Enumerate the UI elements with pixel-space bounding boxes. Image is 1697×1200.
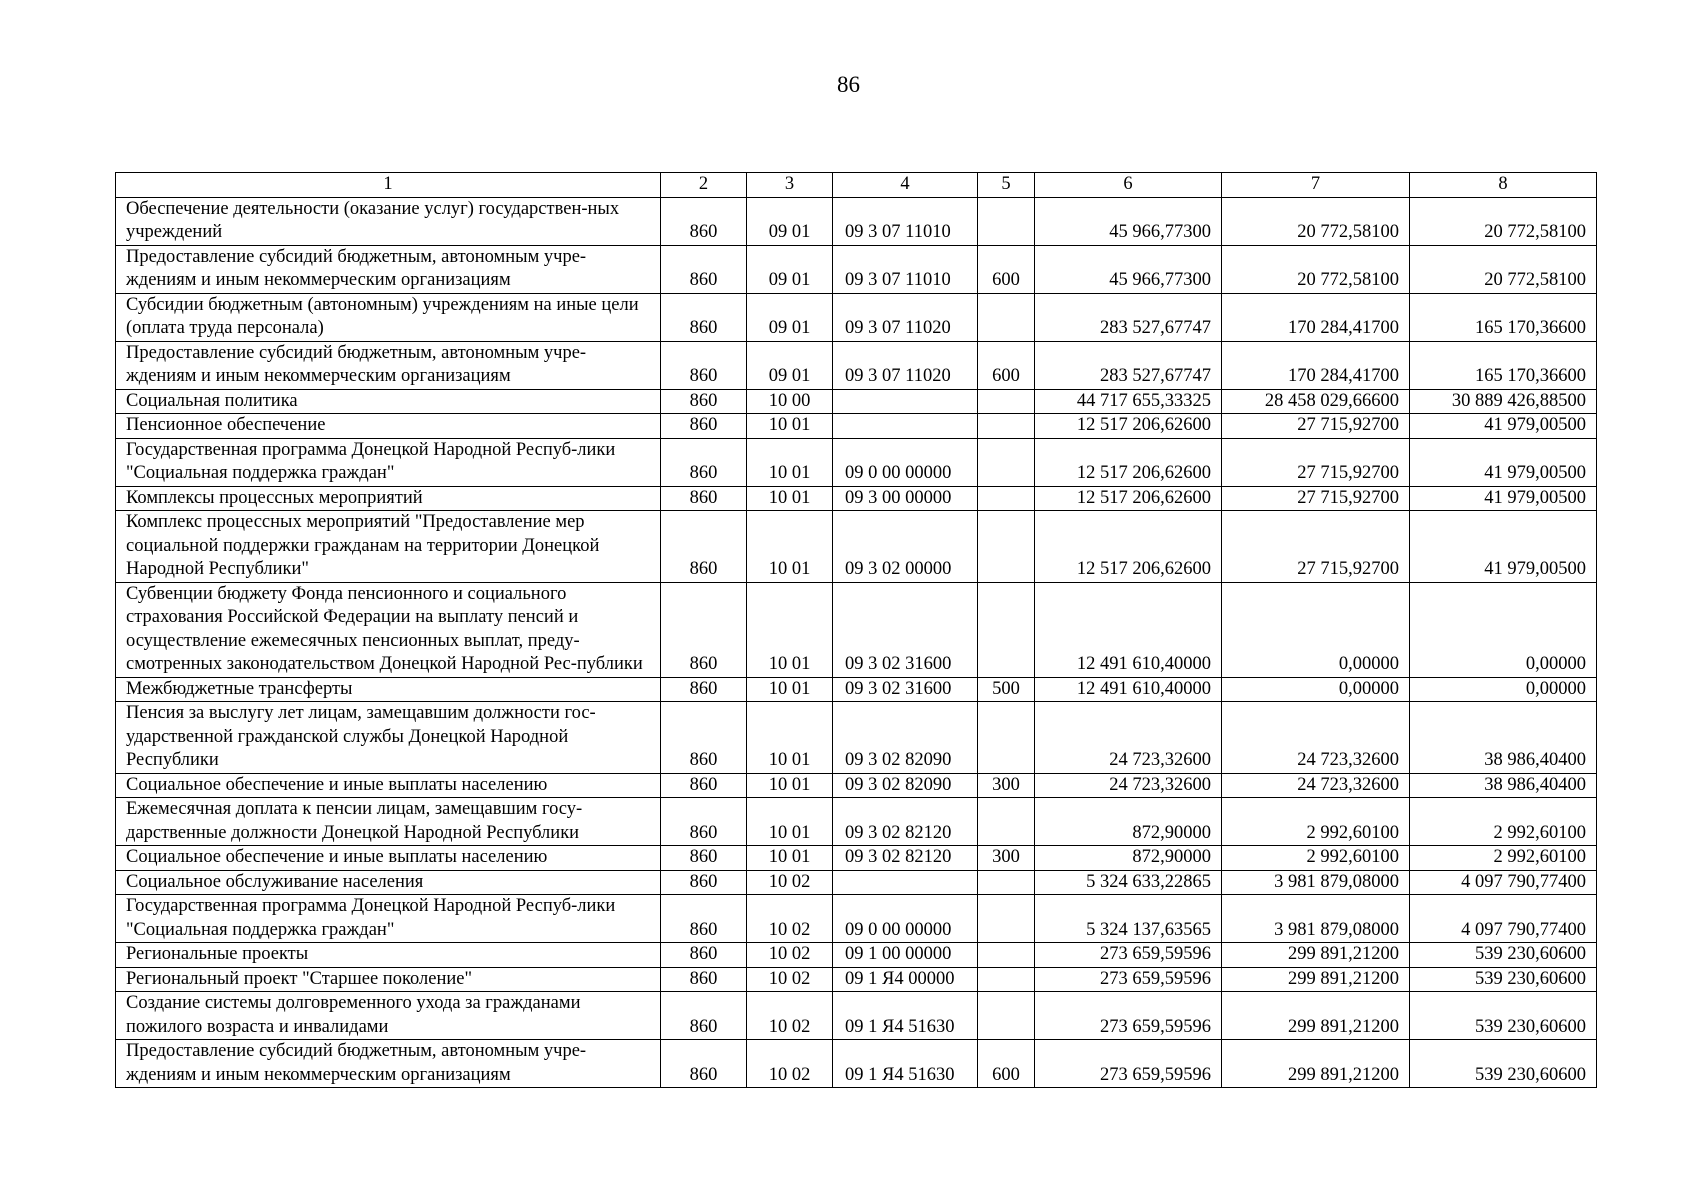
target-article-cell: 09 1 Я4 51630 <box>833 1040 978 1088</box>
expense-type-cell: 600 <box>978 1040 1035 1088</box>
budget-table <box>115 172 1597 1088</box>
expense-name-cell: Ежемесячная доплата к пенсии лицам, замещавшим госу-дарственные должности Донецкой Народной Республики <box>116 798 661 846</box>
expense-type-cell: 600 <box>978 341 1035 389</box>
section-code-cell: 10 01 <box>747 511 833 583</box>
amount-col6-cell: 872,90000 <box>1035 798 1222 846</box>
amount-col6-cell: 45 966,77300 <box>1035 245 1222 293</box>
amount-col8-cell: 20 772,58100 <box>1410 245 1597 293</box>
expense-name-cell: Субвенции бюджету Фонда пенсионного и социального страхования Российской Федерации на выплату пенсий и осуществление ежемесячных пенсионных выплат, преду-смотренных законодательством Донецкой Народной Рес-публики <box>116 582 661 677</box>
section-code-cell: 10 01 <box>747 582 833 677</box>
target-article-cell: 09 3 02 31600 <box>833 582 978 677</box>
header-cell: 6 <box>1035 173 1222 198</box>
table-row <box>116 582 1597 677</box>
expense-type-cell <box>978 895 1035 943</box>
department-code-cell: 860 <box>661 943 747 968</box>
amount-col6-cell: 273 659,59596 <box>1035 1040 1222 1088</box>
amount-col8-cell: 539 230,60600 <box>1410 1040 1597 1088</box>
department-code-cell: 860 <box>661 389 747 414</box>
expense-type-cell <box>978 702 1035 774</box>
amount-col8-cell: 41 979,00500 <box>1410 414 1597 439</box>
amount-col6-cell: 283 527,67747 <box>1035 341 1222 389</box>
section-code-cell: 10 01 <box>747 414 833 439</box>
amount-col6-cell: 12 517 206,62600 <box>1035 511 1222 583</box>
amount-col6-cell: 24 723,32600 <box>1035 773 1222 798</box>
expense-name-cell: Предоставление субсидий бюджетным, автономным учре-ждениям и иным некоммерческим организациям <box>116 245 661 293</box>
expense-type-cell <box>978 389 1035 414</box>
expense-name-cell: Социальное обеспечение и иные выплаты населению <box>116 846 661 871</box>
expense-name-cell: Предоставление субсидий бюджетным, автономным учре-ждениям и иным некоммерческим организациям <box>116 1040 661 1088</box>
amount-col6-cell: 273 659,59596 <box>1035 992 1222 1040</box>
department-code-cell: 860 <box>661 992 747 1040</box>
expense-name-cell: Комплексы процессных мероприятий <box>116 486 661 511</box>
amount-col8-cell: 165 170,36600 <box>1410 341 1597 389</box>
amount-col7-cell: 2 992,60100 <box>1222 846 1410 871</box>
amount-col8-cell: 0,00000 <box>1410 582 1597 677</box>
section-code-cell: 10 02 <box>747 895 833 943</box>
amount-col7-cell: 20 772,58100 <box>1222 197 1410 245</box>
amount-col7-cell: 3 981 879,08000 <box>1222 895 1410 943</box>
department-code-cell: 860 <box>661 895 747 943</box>
amount-col7-cell: 3 981 879,08000 <box>1222 870 1410 895</box>
section-code-cell: 10 02 <box>747 943 833 968</box>
amount-col6-cell: 872,90000 <box>1035 846 1222 871</box>
department-code-cell: 860 <box>661 967 747 992</box>
table-row <box>116 1040 1597 1088</box>
expense-type-cell <box>978 870 1035 895</box>
section-code-cell: 10 01 <box>747 486 833 511</box>
department-code-cell: 860 <box>661 245 747 293</box>
amount-col8-cell: 539 230,60600 <box>1410 992 1597 1040</box>
target-article-cell: 09 3 02 00000 <box>833 511 978 583</box>
header-cell: 1 <box>116 173 661 198</box>
target-article-cell: 09 3 07 11020 <box>833 293 978 341</box>
amount-col7-cell: 0,00000 <box>1222 677 1410 702</box>
table-row <box>116 341 1597 389</box>
expense-name-cell: Социальная политика <box>116 389 661 414</box>
expense-name-cell: Субсидии бюджетным (автономным) учреждениям на иные цели (оплата труда персонала) <box>116 293 661 341</box>
department-code-cell: 860 <box>661 438 747 486</box>
department-code-cell: 860 <box>661 582 747 677</box>
target-article-cell: 09 0 00 00000 <box>833 438 978 486</box>
expense-type-cell <box>978 414 1035 439</box>
department-code-cell: 860 <box>661 702 747 774</box>
expense-type-cell: 300 <box>978 846 1035 871</box>
header-cell: 5 <box>978 173 1035 198</box>
expense-name-cell: Региональный проект "Старшее поколение" <box>116 967 661 992</box>
section-code-cell: 09 01 <box>747 293 833 341</box>
amount-col8-cell: 165 170,36600 <box>1410 293 1597 341</box>
table-header-row <box>116 173 1597 198</box>
department-code-cell: 860 <box>661 414 747 439</box>
amount-col7-cell: 27 715,92700 <box>1222 511 1410 583</box>
amount-col7-cell: 27 715,92700 <box>1222 414 1410 439</box>
amount-col7-cell: 24 723,32600 <box>1222 702 1410 774</box>
table-row <box>116 773 1597 798</box>
amount-col7-cell: 299 891,21200 <box>1222 1040 1410 1088</box>
section-code-cell: 10 02 <box>747 870 833 895</box>
page-number: 86 <box>837 72 860 97</box>
table-row <box>116 895 1597 943</box>
section-code-cell: 09 01 <box>747 341 833 389</box>
target-article-cell: 09 1 Я4 51630 <box>833 992 978 1040</box>
department-code-cell: 860 <box>661 293 747 341</box>
department-code-cell: 860 <box>661 511 747 583</box>
amount-col7-cell: 2 992,60100 <box>1222 798 1410 846</box>
section-code-cell: 10 02 <box>747 967 833 992</box>
amount-col6-cell: 12 491 610,40000 <box>1035 677 1222 702</box>
table-row <box>116 438 1597 486</box>
expense-name-cell: Пенсия за выслугу лет лицам, замещавшим должности гос-ударственной гражданской службы Донецкой Народной Республики <box>116 702 661 774</box>
target-article-cell <box>833 414 978 439</box>
expense-type-cell <box>978 293 1035 341</box>
expense-type-cell <box>978 486 1035 511</box>
expense-type-cell <box>978 992 1035 1040</box>
amount-col6-cell: 5 324 633,22865 <box>1035 870 1222 895</box>
expense-name-cell: Предоставление субсидий бюджетным, автономным учре-ждениям и иным некоммерческим организациям <box>116 341 661 389</box>
amount-col8-cell: 2 992,60100 <box>1410 846 1597 871</box>
target-article-cell: 09 3 07 11020 <box>833 341 978 389</box>
department-code-cell: 860 <box>661 846 747 871</box>
table-row <box>116 293 1597 341</box>
expense-name-cell: Государственная программа Донецкой Народной Респуб-лики "Социальная поддержка граждан" <box>116 438 661 486</box>
expense-name-cell: Региональные проекты <box>116 943 661 968</box>
target-article-cell: 09 3 07 11010 <box>833 245 978 293</box>
section-code-cell: 10 01 <box>747 702 833 774</box>
header-cell: 8 <box>1410 173 1597 198</box>
department-code-cell: 860 <box>661 197 747 245</box>
table-row <box>116 943 1597 968</box>
section-code-cell: 10 02 <box>747 992 833 1040</box>
amount-col6-cell: 283 527,67747 <box>1035 293 1222 341</box>
amount-col8-cell: 38 986,40400 <box>1410 702 1597 774</box>
amount-col6-cell: 273 659,59596 <box>1035 943 1222 968</box>
amount-col6-cell: 44 717 655,33325 <box>1035 389 1222 414</box>
department-code-cell: 860 <box>661 870 747 895</box>
header-cell: 4 <box>833 173 978 198</box>
amount-col7-cell: 170 284,41700 <box>1222 293 1410 341</box>
department-code-cell: 860 <box>661 677 747 702</box>
target-article-cell: 09 3 02 82120 <box>833 846 978 871</box>
expense-type-cell <box>978 511 1035 583</box>
section-code-cell: 10 00 <box>747 389 833 414</box>
amount-col6-cell: 24 723,32600 <box>1035 702 1222 774</box>
section-code-cell: 09 01 <box>747 245 833 293</box>
department-code-cell: 860 <box>661 798 747 846</box>
expense-type-cell <box>978 967 1035 992</box>
table-row <box>116 389 1597 414</box>
section-code-cell: 10 01 <box>747 773 833 798</box>
table-row <box>116 677 1597 702</box>
amount-col7-cell: 299 891,21200 <box>1222 992 1410 1040</box>
amount-col8-cell: 539 230,60600 <box>1410 967 1597 992</box>
target-article-cell: 09 3 02 82090 <box>833 702 978 774</box>
amount-col8-cell: 4 097 790,77400 <box>1410 870 1597 895</box>
table-row <box>116 846 1597 871</box>
expense-type-cell <box>978 197 1035 245</box>
table-row <box>116 511 1597 583</box>
amount-col8-cell: 2 992,60100 <box>1410 798 1597 846</box>
amount-col7-cell: 27 715,92700 <box>1222 438 1410 486</box>
target-article-cell: 09 0 00 00000 <box>833 895 978 943</box>
department-code-cell: 860 <box>661 1040 747 1088</box>
amount-col7-cell: 299 891,21200 <box>1222 967 1410 992</box>
header-cell: 7 <box>1222 173 1410 198</box>
amount-col7-cell: 299 891,21200 <box>1222 943 1410 968</box>
expense-name-cell: Обеспечение деятельности (оказание услуг) государствен-ных учреждений <box>116 197 661 245</box>
expense-name-cell: Социальное обеспечение и иные выплаты населению <box>116 773 661 798</box>
amount-col6-cell: 12 517 206,62600 <box>1035 438 1222 486</box>
target-article-cell <box>833 870 978 895</box>
expense-type-cell <box>978 582 1035 677</box>
amount-col8-cell: 41 979,00500 <box>1410 438 1597 486</box>
header-cell: 2 <box>661 173 747 198</box>
amount-col8-cell: 38 986,40400 <box>1410 773 1597 798</box>
table-row <box>116 967 1597 992</box>
target-article-cell: 09 1 00 00000 <box>833 943 978 968</box>
section-code-cell: 09 01 <box>747 197 833 245</box>
expense-name-cell: Создание системы долговременного ухода за гражданами пожилого возраста и инвалидами <box>116 992 661 1040</box>
section-code-cell: 10 01 <box>747 677 833 702</box>
expense-name-cell: Пенсионное обеспечение <box>116 414 661 439</box>
expense-name-cell: Межбюджетные трансферты <box>116 677 661 702</box>
expense-type-cell <box>978 798 1035 846</box>
department-code-cell: 860 <box>661 341 747 389</box>
table-row <box>116 245 1597 293</box>
section-code-cell: 10 01 <box>747 846 833 871</box>
table-row <box>116 992 1597 1040</box>
target-article-cell: 09 3 02 82090 <box>833 773 978 798</box>
section-code-cell: 10 01 <box>747 438 833 486</box>
amount-col8-cell: 539 230,60600 <box>1410 943 1597 968</box>
target-article-cell: 09 3 07 11010 <box>833 197 978 245</box>
amount-col7-cell: 0,00000 <box>1222 582 1410 677</box>
amount-col8-cell: 0,00000 <box>1410 677 1597 702</box>
amount-col7-cell: 20 772,58100 <box>1222 245 1410 293</box>
expense-name-cell: Комплекс процессных мероприятий "Предоставление мер социальной поддержки гражданам на территории Донецкой Народной Республики" <box>116 511 661 583</box>
department-code-cell: 860 <box>661 486 747 511</box>
amount-col8-cell: 20 772,58100 <box>1410 197 1597 245</box>
amount-col7-cell: 28 458 029,66600 <box>1222 389 1410 414</box>
amount-col7-cell: 24 723,32600 <box>1222 773 1410 798</box>
table-row <box>116 486 1597 511</box>
expense-name-cell: Социальное обслуживание населения <box>116 870 661 895</box>
expense-name-cell: Государственная программа Донецкой Народной Респуб-лики "Социальная поддержка граждан" <box>116 895 661 943</box>
amount-col7-cell: 170 284,41700 <box>1222 341 1410 389</box>
amount-col8-cell: 30 889 426,88500 <box>1410 389 1597 414</box>
section-code-cell: 10 01 <box>747 798 833 846</box>
amount-col6-cell: 12 491 610,40000 <box>1035 582 1222 677</box>
amount-col8-cell: 4 097 790,77400 <box>1410 895 1597 943</box>
header-cell: 3 <box>747 173 833 198</box>
expense-type-cell <box>978 438 1035 486</box>
table-row <box>116 702 1597 774</box>
target-article-cell <box>833 389 978 414</box>
amount-col6-cell: 12 517 206,62600 <box>1035 486 1222 511</box>
amount-col6-cell: 45 966,77300 <box>1035 197 1222 245</box>
amount-col8-cell: 41 979,00500 <box>1410 486 1597 511</box>
target-article-cell: 09 1 Я4 00000 <box>833 967 978 992</box>
department-code-cell: 860 <box>661 773 747 798</box>
table-row <box>116 414 1597 439</box>
table-row <box>116 798 1597 846</box>
expense-type-cell <box>978 943 1035 968</box>
table-row <box>116 197 1597 245</box>
amount-col6-cell: 5 324 137,63565 <box>1035 895 1222 943</box>
section-code-cell: 10 02 <box>747 1040 833 1088</box>
expense-type-cell: 600 <box>978 245 1035 293</box>
amount-col6-cell: 273 659,59596 <box>1035 967 1222 992</box>
expense-type-cell: 500 <box>978 677 1035 702</box>
amount-col7-cell: 27 715,92700 <box>1222 486 1410 511</box>
expense-type-cell: 300 <box>978 773 1035 798</box>
target-article-cell: 09 3 02 31600 <box>833 677 978 702</box>
amount-col8-cell: 41 979,00500 <box>1410 511 1597 583</box>
table-row <box>116 870 1597 895</box>
target-article-cell: 09 3 00 00000 <box>833 486 978 511</box>
target-article-cell: 09 3 02 82120 <box>833 798 978 846</box>
amount-col6-cell: 12 517 206,62600 <box>1035 414 1222 439</box>
